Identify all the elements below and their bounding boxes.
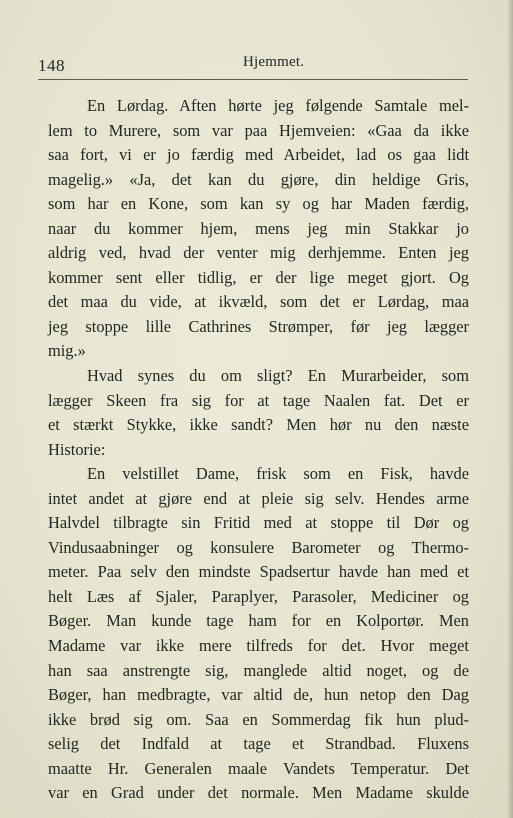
- page-header: [38, 48, 468, 78]
- text-line: lem to Murere, som var paa Hjemveien: «Gaa da ikke: [48, 120, 469, 140]
- text-line: helt Læs af Sjaler, Paraplyer, Parasoler, Mediciner og: [48, 586, 469, 606]
- text-line: aldrig ved, hvad der venter mig derhjemme. Enten jeg: [48, 243, 469, 263]
- text-line: meter. Paa selv den mindste Spadsertur havde han med et: [48, 562, 469, 582]
- text-line: intet andet at gjøre end at pleie sig selv. Hendes arme: [48, 488, 469, 508]
- text-line: det maa du vide, at ikvæld, som det er Lørdag, maa: [48, 292, 469, 312]
- text-line: var en Grad under det normale. Men Madame skulde: [48, 783, 469, 803]
- text-line: ikke brød sig om. Saa en Sommerdag fik hun plud-: [48, 709, 469, 729]
- text-line: magelig.» «Ja, det kan du gjøre, din heldige Gris,: [48, 169, 469, 189]
- text-line: En velstillet Dame, frisk som en Fisk, havde: [87, 464, 469, 484]
- text-line: Hvad synes du om sligt? En Murarbeider, som: [87, 366, 469, 386]
- text-line: Madame var ikke mere tilfreds for det. Hvor meget: [48, 636, 469, 656]
- text-line: Historie:: [48, 439, 106, 459]
- header-rule: [38, 79, 468, 80]
- running-head: Hjemmet.: [243, 54, 305, 70]
- text-line: Vindusaabninger og konsulere Barometer og Thermo-: [48, 537, 469, 557]
- text-line: En Lørdag. Aften hørte jeg følgende Samtale mel-: [87, 96, 469, 115]
- text-line: Bøger, han medbragte, var altid de, hun netop den Dag: [48, 685, 469, 705]
- text-line: et stærkt Stykke, ikke sandt? Men hør nu den næste: [48, 415, 469, 435]
- text-line: jeg stoppe lille Cathrines Strømper, før jeg lægger: [48, 316, 469, 336]
- text-line: som har en Kone, som kan sy og har Maden færdig,: [48, 194, 469, 214]
- page-edge-shadow: [507, 0, 513, 818]
- text-line: Halvdel tilbragte sin Fritid med at stoppe til Dør og: [48, 513, 469, 533]
- text-line: mig.»: [48, 341, 86, 361]
- text-line: kommer sent eller tidlig, er der lige meget gjort. Og: [48, 267, 469, 287]
- text-line: han saa anstrengte sig, manglede altid noget, og de: [48, 660, 469, 680]
- text-line: naar du kommer hjem, mens jeg min Stakkar jo: [48, 218, 469, 238]
- text-line: lægger Skeen fra sig for at tage Naalen fat. Det er: [48, 390, 469, 410]
- text-line: Bøger. Man kunde tage ham for en Kolportør. Men: [48, 611, 469, 631]
- text-line: saa fort, vi er jo færdig med Arbeidet, lad os gaa lidt: [48, 145, 469, 165]
- body-text: [48, 94, 469, 806]
- text-line: selig det Indfald at tage et Strandbad. Fluxens: [48, 734, 469, 754]
- page-number: 148: [38, 56, 65, 75]
- text-line: maatte Hr. Generalen maale Vandets Temperatur. Det: [48, 758, 469, 778]
